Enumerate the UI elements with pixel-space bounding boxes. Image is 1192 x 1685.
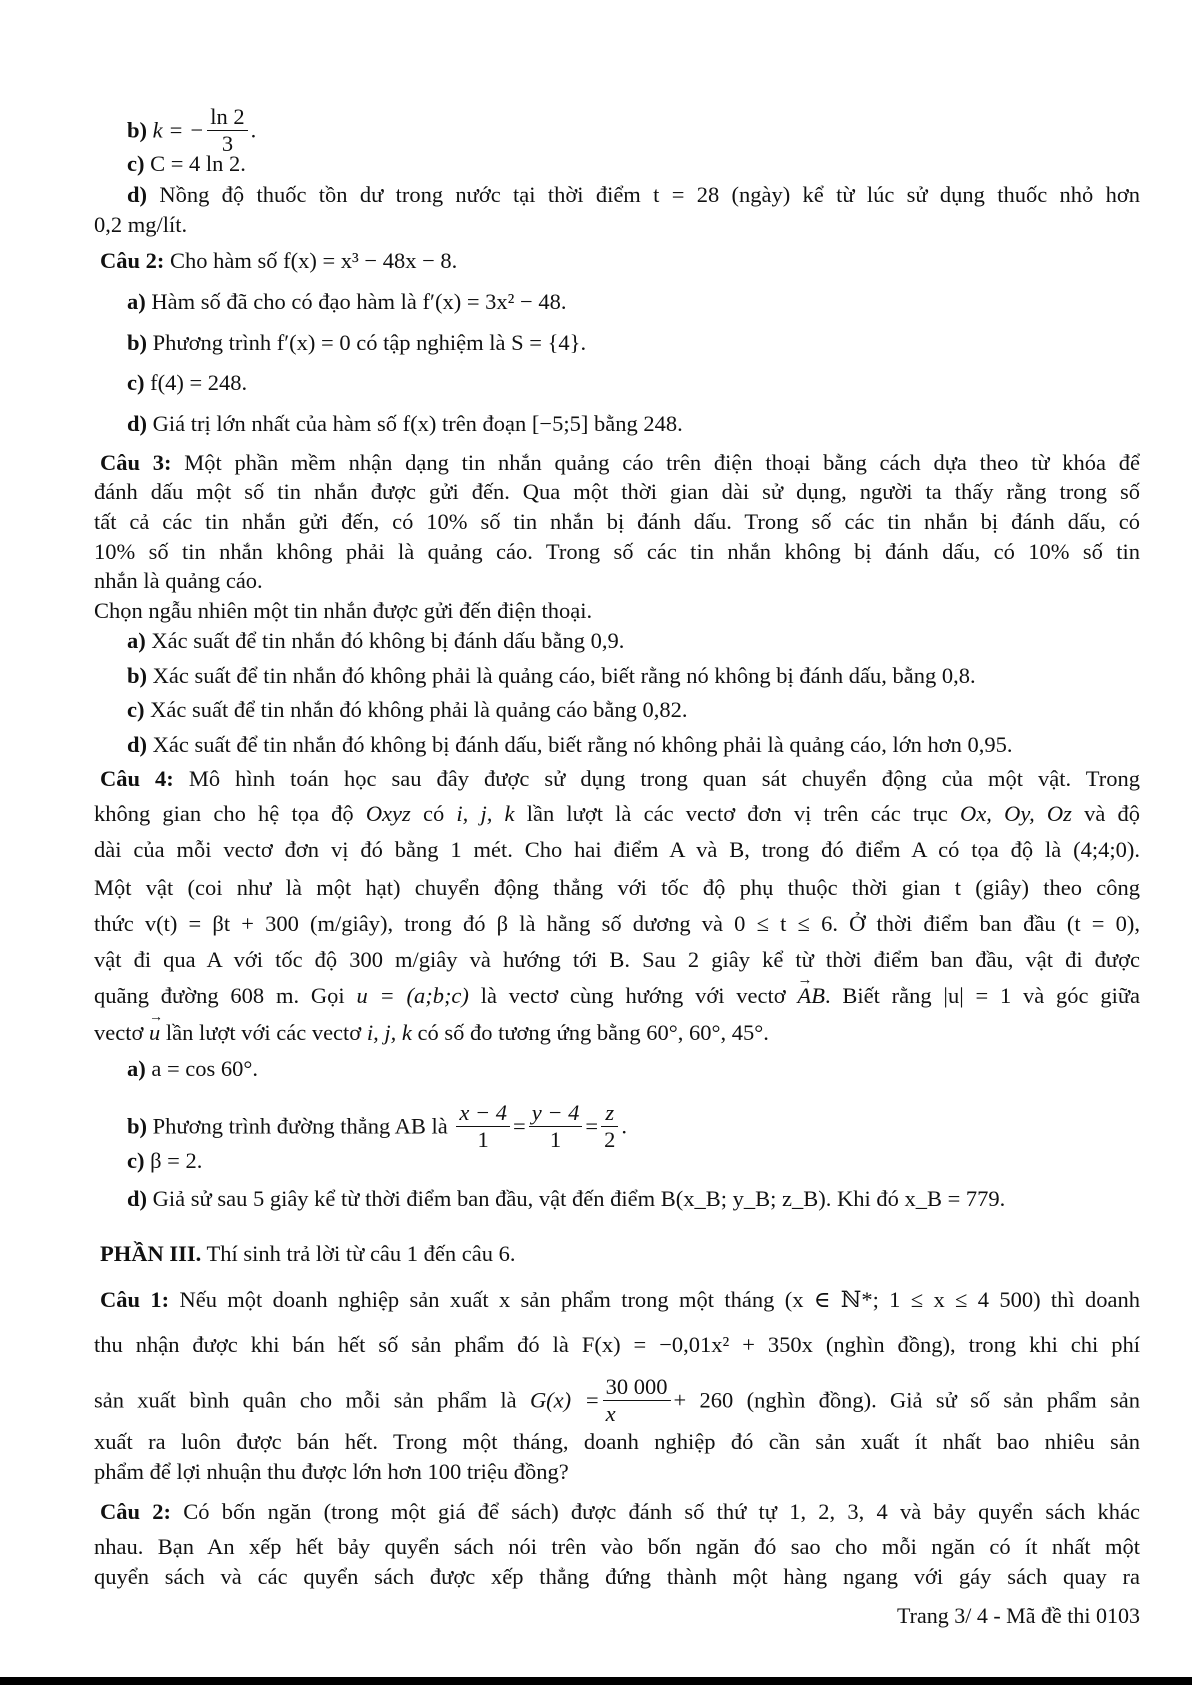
fraction: $\frac{\ln 2}{3}$ [207,104,247,157]
unit-vectors-ijk: i, j, k [456,801,515,826]
fraction: $\frac{z}{2}$ [601,1100,618,1153]
vector-u: → u [149,1019,160,1047]
vector-ab: → AB [797,982,825,1010]
fraction: $\frac{x - 4}{1}$ [456,1100,510,1153]
bottom-border [0,1677,1192,1685]
vector-u-components: u = (a;b;c) [356,983,469,1008]
p3-q1-line3: sản xuất bình quân cho mỗi sản phẩm là G(x) = $\frac{30 000}{x}$ + 260 (nghìn đồng). Giả sử số sản phẩm sản [94,1374,1141,1426]
q4-option-b: b) Phương trình đường thẳng AB là $\frac{x - 4}{1}$ = $\frac{y - 4}{1}$ = $\frac{z}{2}$ . [127,1100,627,1152]
fraction: $\frac{30 000}{x}$ [603,1374,671,1427]
q1-option-b: b) k = − $\frac{\ln 2}{3}$ . [127,104,257,156]
exam-page: b) k = − $\frac{\ln 2}{3}$ . c) C = 4 ln 2. d) Nồng độ thuốc tồn dư trong nước tại thời điểm t = 28 (ngày) kể từ lúc sử dụng thuốc nhỏ hơn 0,2 mg/lít. Câu 2: Cho hàm số f(x) = x³ − 48x − 8. a) Hàm số đã cho có đạo hàm là f′(x) = 3x² − 48. b) Phương trình f′(x) = 0 có tập nghiệm là S = {4}. c) f(4) = 248. d) Giá trị lớn nhất của hàm số f(x) trên đoạn [−5;5] bằng 248. Câu 3: Một phần mềm nhận dạng tin nhắn quảng cáo trên điện thoại bằng cách dựa theo từ khóa để đánh dấu một số tin nhắn được gửi đến. Qua một thời gian dài sử dụng, người ta thấy rằng trong số tất cả các tin nhắn gửi đến, có 10% số tin nhắn bị đánh dấu. Trong số các tin nhắn bị đánh dấu, có 10% số tin nhắn không phải là quảng cáo. Trong số các tin nhắn không bị đánh dấu, có 10% số tin nhắn là quảng cáo. Chọn ngẫu nhiên một tin nhắn được gửi đến điện thoại. a) Xác suất để tin nhắn đó không bị đánh dấu bằng 0,9. b) Xác suất để tin nhắn đó không phải là quảng cáo, biết rằng nó không bị đánh dấu, bằng 0,8. c) Xác suất để tin nhắn đó không phải là quảng cáo bằng 0,82. d) Xác suất để tin nhắn đó không bị đánh dấu, biết rằng nó không phải là quảng cáo, lớn hơn 0,95. Câu 4: Mô hình toán học sau đây được sử dụng trong quan sát chuyển động của một vật. Trong không gian cho hệ tọa độ Oxyz có i, j, k lần lượt là các vectơ đơn vị trên các trục Ox, Oy, Oz và độ dài của mỗi vectơ đơn vị đó bằng 1 mét. Cho hai điểm A và B, trong đó điểm A có tọa độ là (4;4;0). Một vật (coi như là một hạt) chuyển động thẳng với tốc độ phụ thuộc thời gian t (giây) theo công thức v(t) = βt + 300 (m/giây), trong đó β là hằng số dương và 0 ≤ t ≤ 6. Ở thời điểm ban đầu (t = 0), vật đi qua A với tốc độ 300 m/giây và hướng tới B. Sau 2 giây kể từ thời điểm ban đầu, vật đi được quãng đường 608 m. Gọi u = (a;b;c) là vectơ cùng hướng với vectơ → AB. Biết rằng |u| = 1 và góc giữa vectơ → u lần lượt với các vectơ i, j, k có số đo tương ứng bằng 60°, 60°, 45°. a) a = cos 60°. b) Phương trình đường thẳng AB là $\frac{x - 4}{1}$ = $\frac{y - 4}{1}$ = $\frac{z}{2}$ . c) β = 2. d) Giả sử sau 5 giây kể từ thời điểm ban đầu, vật đến điểm B(x_B; y_B; z_B). Khi đó x_B = 779. PHẦN III. Thí sinh trả lời từ câu 1 đến câu 6. Câu 1: Nếu một doanh nghiệp sản xuất x sản phẩm trong một tháng (x ∈ ℕ*; 1 ≤ x ≤ 4 500) thì doanh thu nhận được khi bán hết số sản phẩm đó là F(x) = −0,01x² + 350x (nghìn đồng), trong khi chi phí sản xuất bình quân cho mỗi sản phẩm là G(x) = $\frac{30 000}{x}$ + 260 (nghìn đồng). Giả sử số sản phẩm sản xuất ra luôn được bán hết. Trong một tháng, doanh nghiệp đó cần sản xuất ít nhất bao nhiêu sản phẩm để lợi nhuận thu được lớn hơn 100 triệu đồng? Câu 2: Có bốn ngăn (trong một giá để sách) được đánh số thứ tự 1, 2, 3, 4 và bảy quyển sách khác nhau. Bạn An xếp hết bảy quyển sách nói trên vào bốn ngăn đó sao cho mỗi ngăn có ít nhất một quyển sách và các quyển sách được xếp thẳng đứng thành một hàng ngang với gáy sách quay ra Trang 3/ 4 - Mã đề thi 0103 [0,0,1192,1685]
fraction: $\frac{y - 4}{1}$ [529,1100,583,1153]
page-footer: Trang 3/ 4 - Mã đề thi 0103 [896,1603,1140,1628]
